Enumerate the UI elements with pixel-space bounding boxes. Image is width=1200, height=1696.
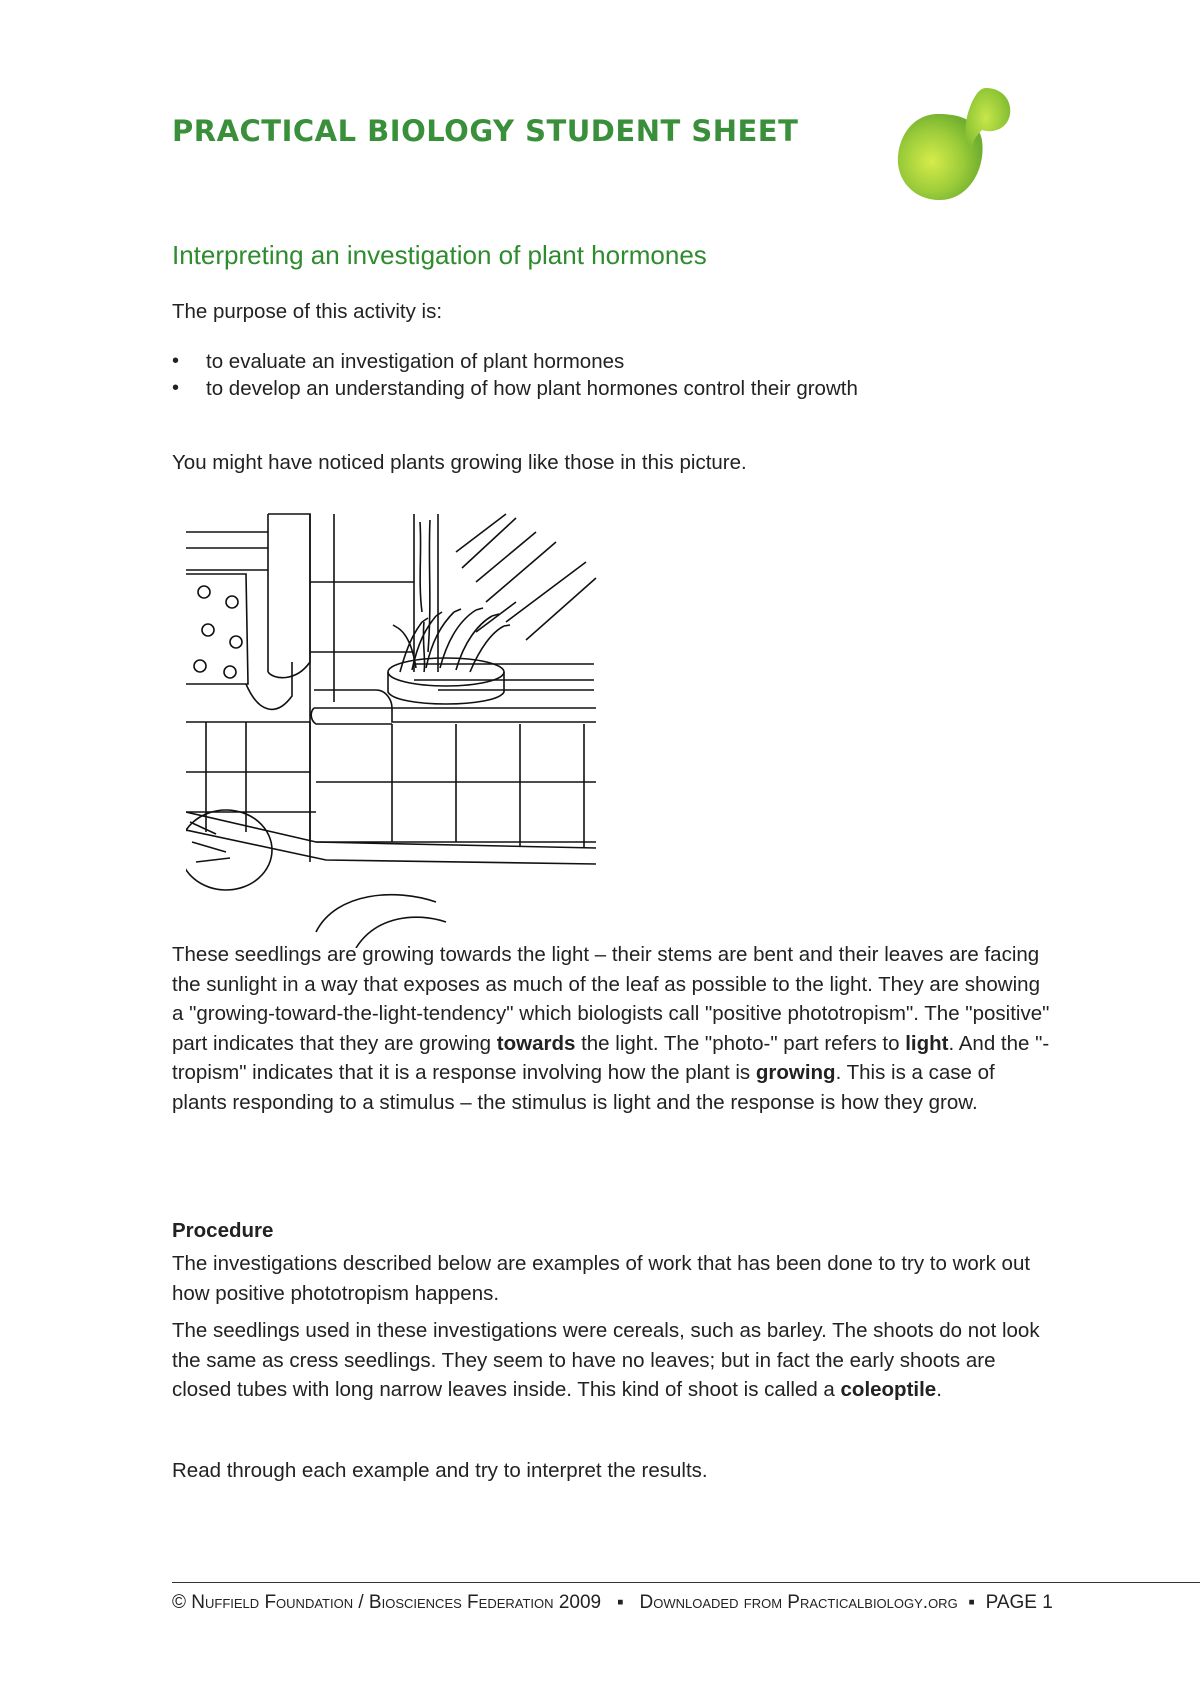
list-item: • to evaluate an investigation of plant hormones [172,348,858,375]
seedlings-text-2: . [936,1378,942,1401]
explanation-text-3: . And the "-tropism" indicates that it is a response involving how the plant is [172,1031,1050,1084]
footer-divider [172,1582,1200,1583]
footer [172,1592,1053,1614]
footer-separator: ▪ [616,1592,624,1613]
logo-icon [890,74,1030,214]
emphasis-growing: growing [755,1061,836,1084]
purpose-intro: The purpose of this activity is: [172,300,443,323]
list-item: • to develop an understanding of how plant hormones control their growth [172,375,858,402]
footer-separator: ▪ [968,1592,975,1613]
procedure-text: The investigations described below are examples of work that has been done to try to work out how positive phototropism happens. [172,1252,1031,1305]
footer-page-number: PAGE 1 [985,1592,1053,1613]
header-title: PRACTICAL BIOLOGY STUDENT SHEET [172,114,799,148]
seedlings-text-1: The seedlings used in these investigations were cereals, such as barley. The shoots do not look the same as cress seedlings. They seem to have no leaves; but in fact the early shoots are closed tubes with long narrow leaves inside. This kind of shoot is called a [172,1319,1040,1401]
footer-copyright: © Nuffield Foundation / Biosciences Federation 2009 [172,1592,602,1613]
explanation-paragraph [172,940,1052,1117]
seedlings-illustration [186,512,652,948]
footer-downloaded: Downloaded from Practicalbiology.org [639,1592,958,1613]
picture-intro: You might have noticed plants growing like those in this picture. [172,451,747,474]
emphasis-light: light [905,1031,949,1055]
explanation-text-2: the light. The "photo-" part refers to [575,1031,906,1055]
emphasis-towards: towards [496,1031,576,1055]
document-title: Interpreting an investigation of plant hormones [172,240,707,270]
purpose-list [172,348,858,402]
explanation-text-1: These seedlings are growing towards the light – their stems are bent and their leaves are facing the sunlight in a way that exposes as much of the leaf as possible to the light. They are showing a "growing-toward-the-light-tendency" which biologists call "positive phototropism". The "positive" part indicates that they are growing [172,943,1050,1055]
procedure-heading: Procedure [172,1219,274,1242]
closing-text: Read through each example and try to interpret the results. [172,1459,708,1482]
explanation-text-4: . This is a case of plants responding to a stimulus – the stimulus is light and the response is how they grow. [172,1061,995,1114]
seedlings-paragraph [172,1316,1052,1405]
emphasis-coleoptile: coleoptile [840,1378,937,1401]
